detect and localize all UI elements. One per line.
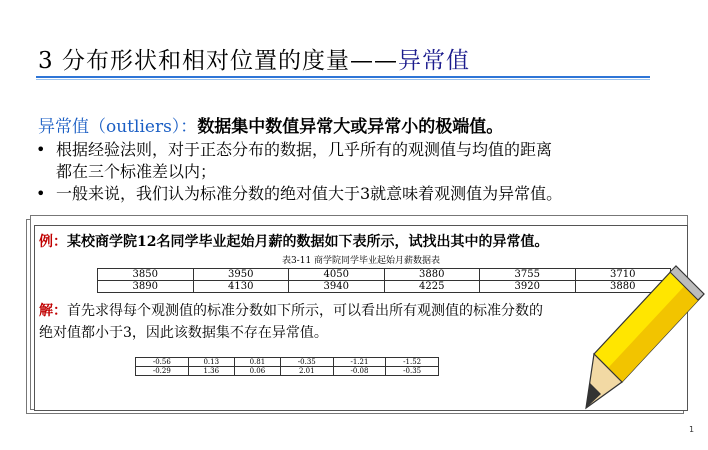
table-cell: 3880 <box>384 269 480 281</box>
table-cell: 0.06 <box>234 367 280 376</box>
solution <box>39 300 639 344</box>
table-cell: -1.52 <box>386 358 439 367</box>
bullet-text <box>56 139 696 183</box>
solution-line: 首先求得每个观测值的标准分数如下所示，可以看出所有观测值的标准分数的 <box>67 303 543 319</box>
bullet-dot-icon: • <box>36 140 46 159</box>
slide-title-main: 3 分布形状和相对位置的度量 <box>38 48 350 74</box>
table-cell: 4130 <box>193 281 289 293</box>
bullet-item <box>36 183 696 205</box>
table-cell: -0.35 <box>280 358 333 367</box>
definition-term: 异常值（outliers）： <box>38 117 198 137</box>
table-cell: 1.36 <box>188 367 234 376</box>
solution-label: 解： <box>39 303 67 319</box>
pencil-icon <box>576 262 708 412</box>
definition-desc: 数据集中数值异常大或异常小的极端值。 <box>197 117 504 137</box>
table-cell: 4225 <box>384 281 480 293</box>
table-cell: 3850 <box>98 269 194 281</box>
bullet-item <box>36 139 696 183</box>
slide-title <box>38 42 470 75</box>
table-cell: 3710 <box>575 269 671 281</box>
bullet-line: 根据经验法则，对于正态分布的数据，几乎所有的观测值与均值的距离 <box>56 140 553 159</box>
table-caption: 表3-11 商学院同学毕业起始月薪数据表 <box>281 256 441 266</box>
table-cell: 3920 <box>480 281 576 293</box>
example-text: 某校商学院12名同学毕业起始月薪的数据如下表所示，试找出其中的异常值。 <box>67 234 549 250</box>
bullet-dot-icon: • <box>36 184 46 203</box>
table-row <box>136 367 439 376</box>
table-cell: -1.21 <box>333 358 386 367</box>
table-cell: -0.35 <box>386 367 439 376</box>
bullet-line: 都在三个标准差以内； <box>56 162 217 181</box>
table-cell: 3755 <box>480 269 576 281</box>
bullet-line: 一般来说，我们认为标准分数的绝对值大于3就意味着观测值为异常值。 <box>56 184 563 203</box>
bullet-text <box>56 183 696 205</box>
zscore-table <box>135 357 439 376</box>
table-cell: 0.13 <box>188 358 234 367</box>
definition <box>38 112 503 137</box>
title-underline <box>36 76 650 78</box>
table-row <box>136 358 439 367</box>
example-question <box>39 231 548 251</box>
table-cell: 3940 <box>289 281 385 293</box>
table-cell: -0.29 <box>136 367 189 376</box>
table-cell: 3890 <box>98 281 194 293</box>
table-cell: 0.81 <box>234 358 280 367</box>
table-cell: -0.08 <box>333 367 386 376</box>
slide-title-highlight: 异常值 <box>397 48 470 74</box>
table-cell: 3950 <box>193 269 289 281</box>
table-cell: 3880 <box>575 281 671 293</box>
example-label: 例： <box>39 234 67 250</box>
slide-title-dash: —— <box>349 48 398 74</box>
table-cell: 4050 <box>289 269 385 281</box>
page-number: 1 <box>689 425 695 434</box>
table-cell: 2.01 <box>280 367 333 376</box>
solution-line: 绝对值都小于3，因此该数据集不存在异常值。 <box>39 325 328 341</box>
table-cell: -0.56 <box>136 358 189 367</box>
bullet-list <box>36 139 696 205</box>
